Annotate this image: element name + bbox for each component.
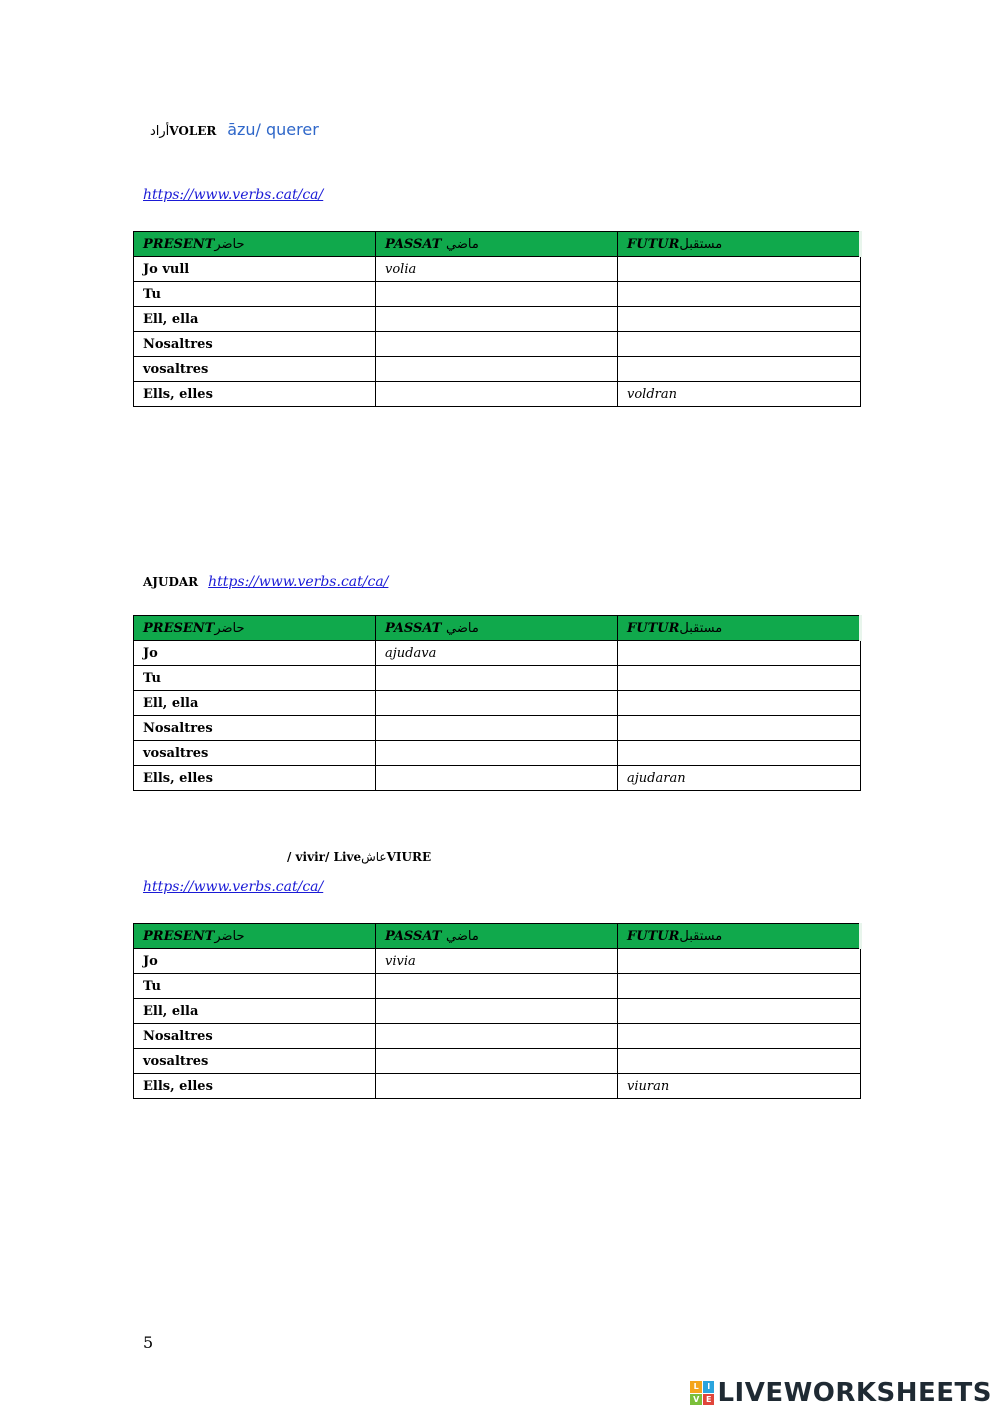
passat-cell[interactable] [376,1024,618,1049]
futur-cell[interactable] [618,357,861,382]
futur-cell[interactable] [618,974,861,999]
futur-cell[interactable] [618,666,861,691]
pronoun-cell: Ell, ella [134,691,376,716]
pronoun-cell: Jo vull [134,257,376,282]
table-header-row [134,616,861,641]
header-present: PRESENTحاضر [134,616,376,641]
table-row [134,766,861,791]
header-futur: FUTURمستقبل [618,616,861,641]
passat-cell[interactable] [376,716,618,741]
table-row [134,716,861,741]
futur-cell[interactable] [618,307,861,332]
pronoun-cell: Tu [134,666,376,691]
futur-cell[interactable] [618,1049,861,1074]
logo-text: LIVEWORKSHEETS [717,1378,992,1408]
futur-cell[interactable] [618,949,861,974]
table-row [134,741,861,766]
passat-cell[interactable] [376,666,618,691]
ajudar-verb: AJUDAR [143,575,199,589]
logo-mark-tile: E [703,1394,715,1406]
logo-mark-tile: L [690,1381,702,1393]
passat-cell[interactable] [376,382,618,407]
passat-cell[interactable] [376,282,618,307]
passat-cell[interactable] [376,307,618,332]
pronoun-cell: Tu [134,974,376,999]
passat-cell[interactable]: volia [376,257,618,282]
header-futur: FUTURمستقبل [618,924,861,949]
logo-mark-tile: V [690,1394,702,1406]
pronoun-cell: Ell, ella [134,999,376,1024]
futur-cell[interactable] [618,282,861,307]
passat-cell[interactable]: ajudava [376,641,618,666]
futur-cell[interactable] [618,691,861,716]
viure-verb: VIURE [386,850,432,864]
pronoun-cell: Ells, elles [134,382,376,407]
table-header-row [134,232,861,257]
futur-cell[interactable] [618,641,861,666]
passat-cell[interactable] [376,741,618,766]
pronoun-cell: Ells, elles [134,766,376,791]
viure-heading [287,850,431,864]
table-row [134,382,861,407]
futur-cell[interactable]: voldran [618,382,861,407]
viure-link[interactable]: https://www.verbs.cat/ca/ [143,879,324,895]
voler-verb: VOLER [169,124,217,138]
page-number: 5 [143,1333,154,1352]
futur-cell[interactable] [618,999,861,1024]
header-passat: PASSAT ماضي [376,924,618,949]
futur-cell[interactable]: ajudaran [618,766,861,791]
pronoun-cell: Nosaltres [134,716,376,741]
header-passat: PASSAT ماضي [376,232,618,257]
pronoun-cell: Tu [134,282,376,307]
futur-cell[interactable] [618,741,861,766]
passat-cell[interactable] [376,974,618,999]
viure-arabic: عاش [361,850,387,864]
table-row [134,691,861,716]
table-row [134,357,861,382]
header-present: PRESENTحاضر [134,232,376,257]
futur-cell[interactable] [618,257,861,282]
table-header-row [134,924,861,949]
pronoun-cell: Nosaltres [134,1024,376,1049]
passat-cell[interactable] [376,1049,618,1074]
table-row [134,1049,861,1074]
header-present: PRESENTحاضر [134,924,376,949]
passat-cell[interactable] [376,332,618,357]
table-row [134,641,861,666]
table-row [134,282,861,307]
futur-cell[interactable] [618,1024,861,1049]
passat-cell[interactable] [376,999,618,1024]
passat-cell[interactable]: vivia [376,949,618,974]
viure-translation: / vivir/ Live [287,850,362,864]
table-row [134,999,861,1024]
passat-cell[interactable] [376,766,618,791]
ajudar-link[interactable]: https://www.verbs.cat/ca/ [208,574,389,590]
pronoun-cell: Jo [134,949,376,974]
voler-link[interactable]: https://www.verbs.cat/ca/ [143,187,324,203]
ajudar-conjugation-table [133,615,862,791]
logo-mark-tile: I [703,1381,715,1393]
liveworksheets-logo-icon [690,1381,714,1405]
passat-cell[interactable] [376,691,618,716]
pronoun-cell: Nosaltres [134,332,376,357]
table-row [134,666,861,691]
table-row [134,1024,861,1049]
header-futur: FUTURمستقبل [618,232,861,257]
pronoun-cell: vosaltres [134,1049,376,1074]
voler-arabic: أراد [150,124,170,139]
pronoun-cell: Ell, ella [134,307,376,332]
voler-translation: āzu/ querer [227,120,319,139]
voler-conjugation-table [133,231,862,407]
viure-conjugation-table [133,923,862,1099]
table-row [134,257,861,282]
table-row [134,307,861,332]
pronoun-cell: vosaltres [134,357,376,382]
voler-heading [150,120,319,139]
pronoun-cell: Ells, elles [134,1074,376,1099]
passat-cell[interactable] [376,1074,618,1099]
table-row [134,332,861,357]
futur-cell[interactable] [618,716,861,741]
liveworksheets-logo [690,1378,992,1408]
passat-cell[interactable] [376,357,618,382]
table-row [134,1074,861,1099]
futur-cell[interactable]: viuran [618,1074,861,1099]
futur-cell[interactable] [618,332,861,357]
ajudar-heading [143,571,388,590]
pronoun-cell: vosaltres [134,741,376,766]
pronoun-cell: Jo [134,641,376,666]
table-row [134,974,861,999]
table-row [134,949,861,974]
header-passat: PASSAT ماضي [376,616,618,641]
